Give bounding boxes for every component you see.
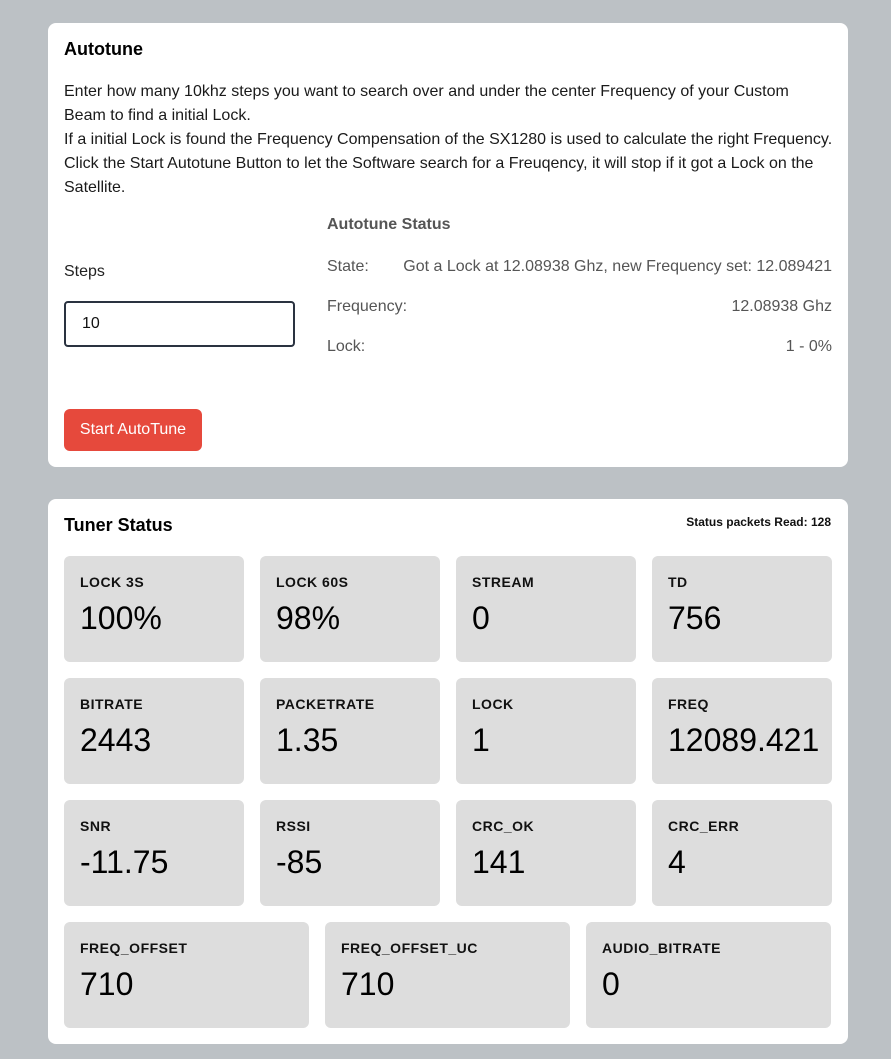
status-tile-crc-ok <box>456 800 636 906</box>
tile-value: 0 <box>472 600 490 636</box>
status-tile-lock-60s <box>260 556 440 662</box>
status-tile-audio-bitrate <box>586 922 831 1028</box>
status-tile-freq-offset-uc <box>325 922 570 1028</box>
status-tile-td <box>652 556 832 662</box>
tile-value: 756 <box>668 600 722 636</box>
autotune-description <box>64 80 834 200</box>
tile-value: -85 <box>276 844 323 880</box>
tile-value: 2443 <box>80 722 152 758</box>
state-value: Got a Lock at 12.08938 Ghz, new Frequency set: 12.089421 <box>403 258 832 275</box>
tile-label: CRC_ERR <box>668 818 740 834</box>
status-row-frequency <box>327 298 832 316</box>
tile-label: TD <box>668 574 688 590</box>
status-tile-lock <box>456 678 636 784</box>
lock-value: 1 - 0% <box>785 338 832 355</box>
frequency-label: Frequency: <box>327 298 408 315</box>
autotune-card <box>48 23 848 467</box>
tile-label: SNR <box>80 818 112 834</box>
tile-value: 141 <box>472 844 526 880</box>
tile-value: 98% <box>276 600 341 636</box>
tile-value: 1 <box>472 722 490 758</box>
status-row-lock <box>327 338 832 356</box>
status-tile-row <box>64 922 832 1028</box>
tile-label: RSSI <box>276 818 311 834</box>
tile-value: 100% <box>80 600 162 636</box>
status-tile-crc-err <box>652 800 832 906</box>
status-tile-row <box>64 800 832 906</box>
tile-label: STREAM <box>472 574 535 590</box>
tile-value: 12089.421 <box>668 722 820 758</box>
tile-label: LOCK <box>472 696 514 712</box>
status-row-state <box>327 258 832 276</box>
tuner-status-title: Tuner Status <box>64 515 173 535</box>
status-tile-row <box>64 678 832 784</box>
status-tile-packetrate <box>260 678 440 784</box>
autotune-description-line: If a initial Lock is found the Frequency Compensation of the SX1280 is used to calculate the right Frequency. Click the Start Autotune Button to let the Software search for a Freuqency, it will stop if it got a Lock on the Satellite. <box>64 131 833 196</box>
status-tile-lock-3s <box>64 556 244 662</box>
tile-value: 4 <box>668 844 686 880</box>
tile-label: PACKETRATE <box>276 696 375 712</box>
tile-value: 1.35 <box>276 722 339 758</box>
tile-label: FREQ <box>668 696 709 712</box>
packets-value: 128 <box>810 515 831 529</box>
tile-label: BITRATE <box>80 696 144 712</box>
tile-label: FREQ_OFFSET_UC <box>341 940 478 956</box>
lock-label: Lock: <box>327 338 366 355</box>
autotune-status-title: Autotune Status <box>327 216 451 233</box>
state-label: State: <box>327 258 369 275</box>
tile-label: FREQ_OFFSET <box>80 940 188 956</box>
start-autotune-button[interactable]: Start AutoTune <box>64 409 202 451</box>
tile-label: LOCK 3S <box>80 574 145 590</box>
steps-input[interactable] <box>64 301 295 347</box>
tile-label: CRC_OK <box>472 818 535 834</box>
packets-label: Status packets Read: <box>686 515 808 529</box>
tuner-status-card <box>48 499 848 1044</box>
tile-value: 710 <box>80 966 134 1002</box>
status-tile-freq-offset <box>64 922 309 1028</box>
tile-value: 710 <box>341 966 395 1002</box>
status-tile-freq <box>652 678 832 784</box>
tile-value: 0 <box>602 966 620 1002</box>
status-tile-bitrate <box>64 678 244 784</box>
frequency-value: 12.08938 Ghz <box>731 298 832 315</box>
status-packets-read <box>686 515 831 529</box>
tile-label: LOCK 60S <box>276 574 349 590</box>
tile-value: -11.75 <box>80 844 169 880</box>
status-tile-row <box>64 556 832 662</box>
status-tile-rssi <box>260 800 440 906</box>
status-tile-stream <box>456 556 636 662</box>
autotune-title: Autotune <box>64 39 143 59</box>
autotune-description-line: Enter how many 10khz steps you want to search over and under the center Frequency of your Custom Beam to find a initial Lock. <box>64 83 789 124</box>
status-tile-snr <box>64 800 244 906</box>
steps-label: Steps <box>64 263 105 280</box>
tile-label: AUDIO_BITRATE <box>602 940 722 956</box>
